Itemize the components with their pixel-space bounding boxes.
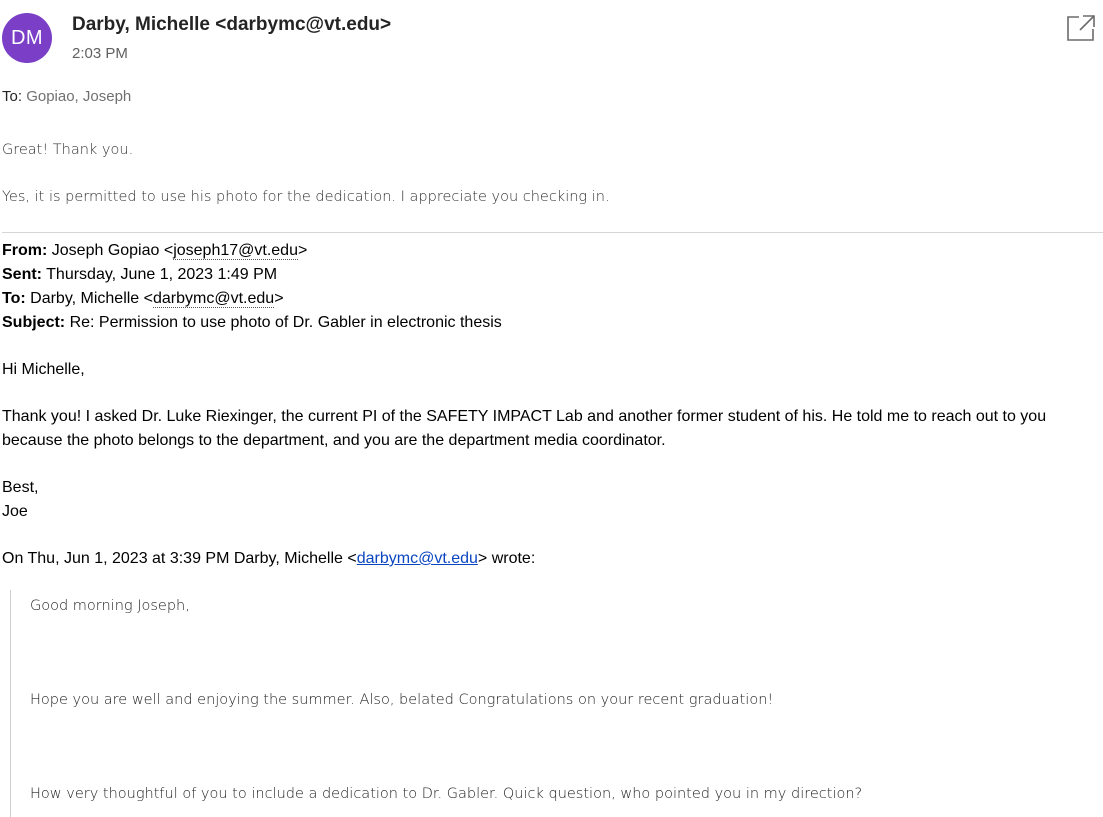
from-label: From:	[2, 242, 48, 259]
to-label: To:	[2, 88, 23, 105]
fwd-to-label: To:	[2, 290, 26, 307]
subject-value: Re: Permission to use photo of Dr. Gabler in electronic thesis	[65, 314, 502, 331]
reply-line-1: Great! Thank you.	[2, 142, 134, 158]
fwd-to-close: >	[274, 290, 284, 307]
forward-subject	[2, 311, 502, 335]
popout-icon-glyph	[1066, 14, 1096, 42]
avatar[interactable]: DM	[2, 13, 52, 63]
message-time: 2:03 PM	[72, 45, 128, 62]
quote-bar	[10, 590, 11, 817]
closing: Best,	[2, 479, 39, 496]
from-name: Joseph Gopiao <	[47, 242, 174, 259]
from-close: >	[297, 242, 308, 259]
signature: Joe	[2, 503, 28, 520]
forward-sent	[2, 263, 277, 287]
subject-label: Subject:	[2, 314, 66, 331]
to-recipient[interactable]: Gopiao, Joseph	[26, 88, 132, 105]
quoted-line-2: Hope you are well and enjoying the summer. Also, belated Congratulations on your recent graduation!	[30, 692, 774, 708]
on-suffix: > wrote:	[477, 550, 536, 567]
on-email-link[interactable]: darbymc@vt.edu	[356, 550, 478, 567]
forward-to	[2, 287, 284, 311]
quoted-line-1: Good morning Joseph,	[30, 598, 190, 614]
from-email[interactable]: joseph17@vt.edu	[173, 242, 298, 259]
paragraph-line-2: because the photo belongs to the department, and you are the department media coordinator.	[2, 432, 666, 449]
sender-name[interactable]: Darby, Michelle <darbymc@vt.edu>	[72, 14, 392, 35]
divider	[2, 232, 1103, 233]
fwd-to-name: Darby, Michelle <	[25, 290, 153, 307]
reply-line-2: Yes, it is permitted to use his photo for the dedication. I appreciate you checking in.	[2, 189, 610, 205]
popout-icon[interactable]	[1066, 14, 1096, 42]
paragraph-line-1: Thank you! I asked Dr. Luke Riexinger, the current PI of the SAFETY IMPACT Lab and another former student of his. He told me to reach out to you	[2, 408, 1047, 425]
fwd-to-email[interactable]: darbymc@vt.edu	[153, 290, 275, 307]
greeting: Hi Michelle,	[2, 361, 85, 378]
quote-attribution	[2, 547, 535, 571]
sent-value: Thursday, June 1, 2023 1:49 PM	[42, 266, 278, 283]
sent-label: Sent:	[2, 266, 42, 283]
on-prefix: On Thu, Jun 1, 2023 at 3:39 PM Darby, Michelle <	[2, 550, 357, 567]
to-line	[2, 88, 131, 105]
forward-from	[2, 239, 307, 263]
quoted-line-3: How very thoughtful of you to include a dedication to Dr. Gabler. Quick question, who pointed you in my direction?	[30, 786, 863, 802]
